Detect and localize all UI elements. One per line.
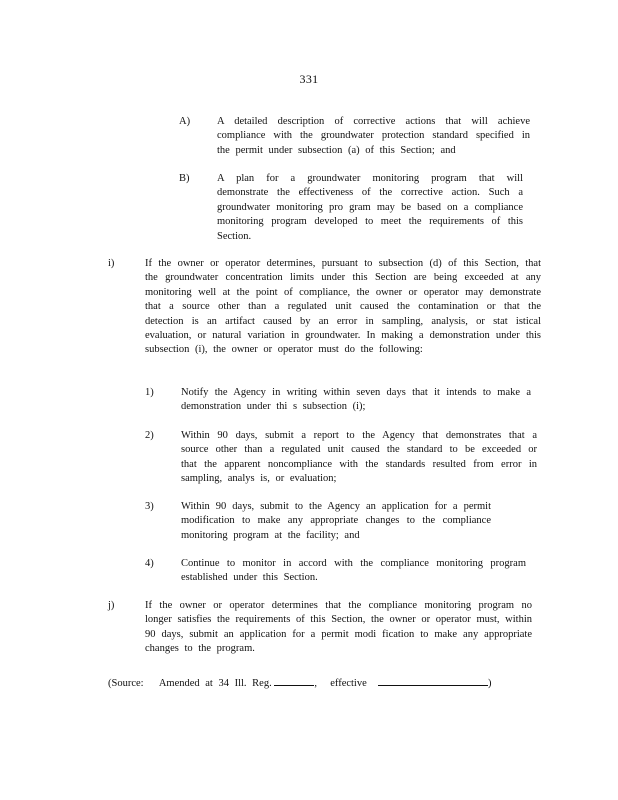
item-text-a: A detailed description of corrective actions that will achieve compliance with the groundwater protection standard specified in the permit under subsection (a) of this Section; and <box>217 116 530 156</box>
section-marker-i: i) <box>108 258 115 269</box>
step-text-4: Continue to monitor in accord with the compliance monitoring program established under this Section. <box>181 558 526 584</box>
section-marker-j: j) <box>108 600 115 611</box>
step-marker-2: 2) <box>145 430 154 441</box>
section-text-j: If the owner or operator determines that the compliance monitoring program no longer satisfies the requirements of this Section, the owner or operator must, within 90 days, submit an application for a permit modi fication to make any appropriate changes to the program. <box>145 600 532 655</box>
source-open: (Source: <box>108 678 144 689</box>
step-text-2: Within 90 days, submit a report to the Agency that demonstrates that a source other than a regulated unit caused the standard to be exceeded or that the apparent noncompliance with the standards resulted from error in sampling, analys is, or evaluation; <box>181 430 537 485</box>
item-text-b: A plan for a groundwater monitoring program that will demonstrate the effectiveness of the corrective action. Such a groundwater monitoring pro gram may be based on a compliance monitoring program developed to meet the requirements of this Section. <box>217 173 523 242</box>
step-text-1: Notify the Agency in writing within seven days that it intends to make a demonstration under thi s subsection (i); <box>181 387 531 413</box>
step-text-3: Within 90 days, submit to the Agency an application for a permit modification to make any appropriate changes to the compliance monitoring program at the facility; and <box>181 501 491 541</box>
step-marker-4: 4) <box>145 558 154 569</box>
source-effective: effective <box>330 678 367 689</box>
section-text-i: If the owner or operator determines, pursuant to subsection (d) of this Section, that the groundwater concentration limits under this Section are being exceeded at any monitoring well at the point of compliance, the owner or operator may demonstrate that a source other than a regulated unit caused the contamination or that the detection is an artifact caused by an error in sampling, analysis, or stat istical evaluation, or natural variation in groundwater. In making a demonstration under this subsection (i), the owner or operator must do the following: <box>145 258 541 356</box>
step-marker-3: 3) <box>145 501 154 512</box>
source-comma: , <box>314 678 317 689</box>
effective-blank <box>378 674 488 686</box>
item-marker-b: B) <box>179 173 190 184</box>
reg-blank <box>274 674 314 686</box>
source-note <box>108 674 492 691</box>
item-marker-a: A) <box>179 116 191 127</box>
source-close: ) <box>488 678 492 689</box>
source-amended: Amended at 34 Ill. Reg. <box>158 678 272 689</box>
step-marker-1: 1) <box>145 387 154 398</box>
page-number: 331 <box>299 72 319 86</box>
